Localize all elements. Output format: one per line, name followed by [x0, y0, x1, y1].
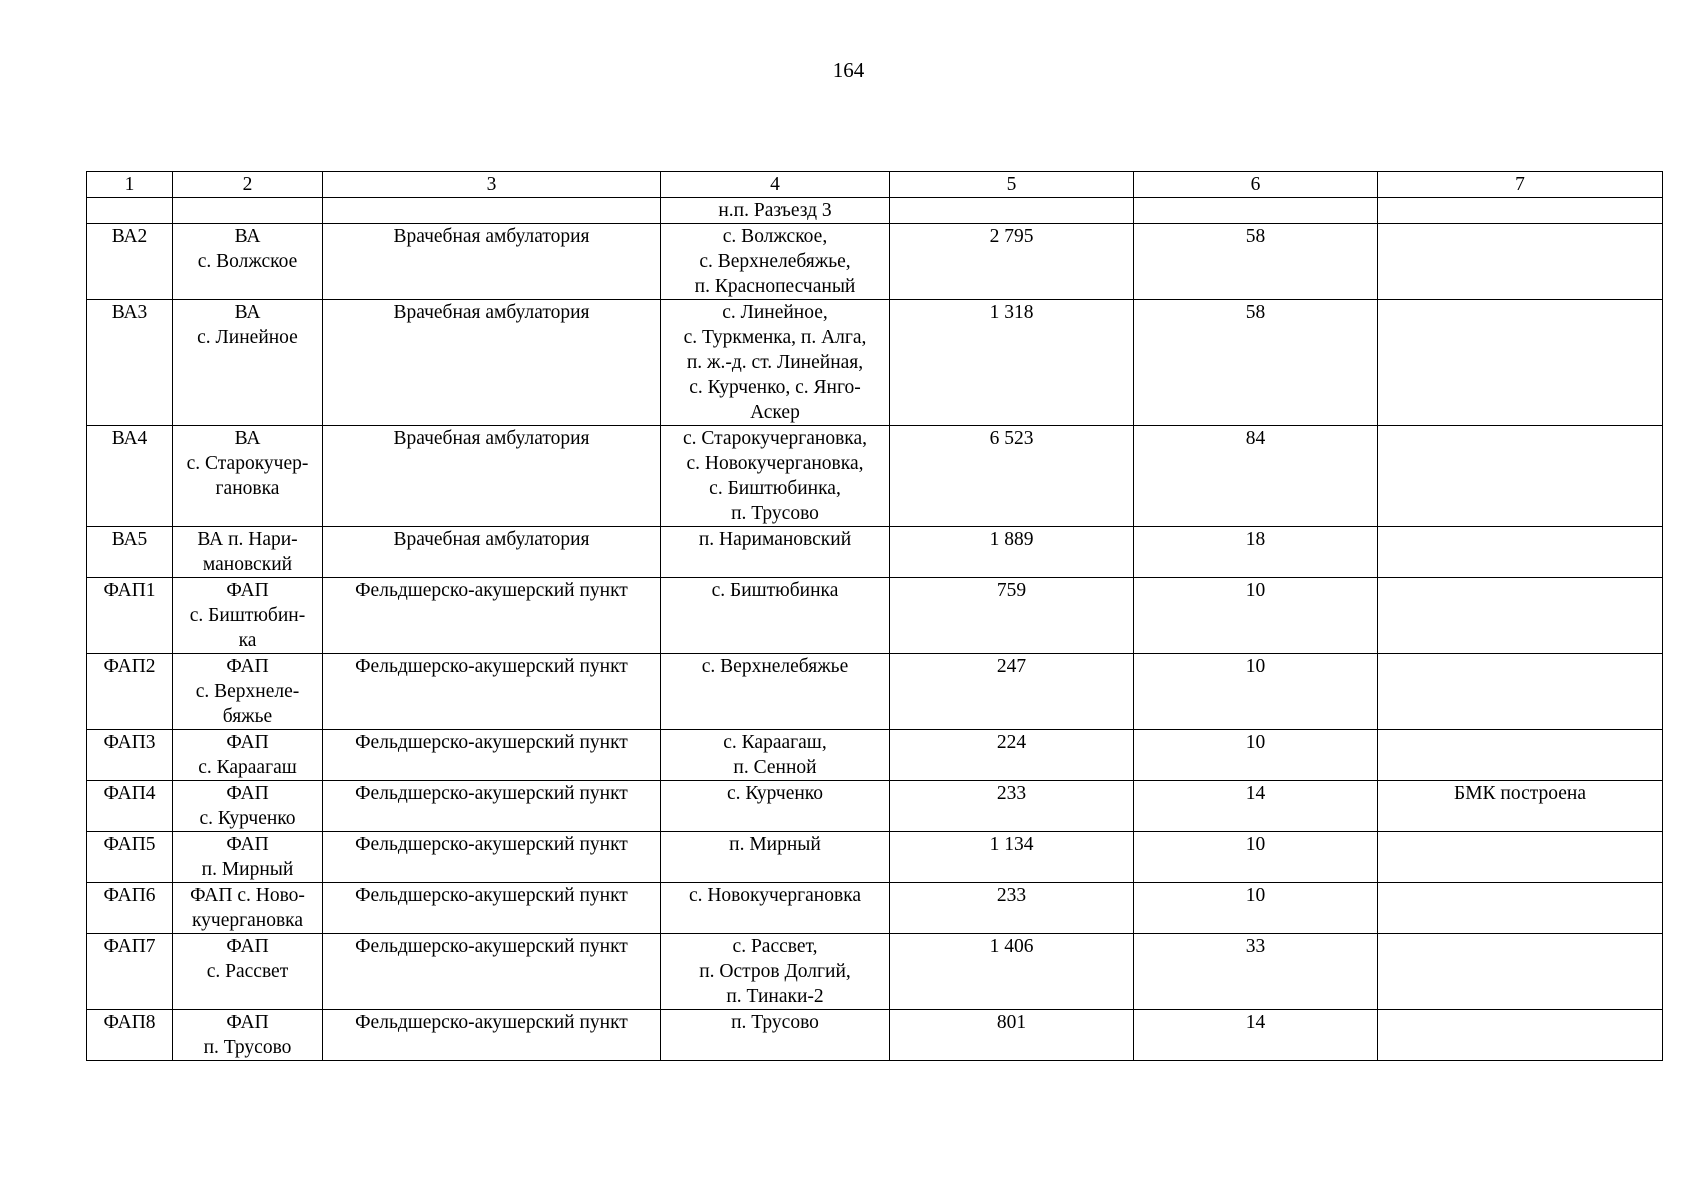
population-cell: 233 [890, 781, 1134, 832]
value-cell: 14 [1134, 1010, 1378, 1061]
facility-code-cell: ВА5 [87, 527, 173, 578]
value-cell: 58 [1134, 300, 1378, 426]
note-cell [1378, 527, 1663, 578]
value-cell [1134, 198, 1378, 224]
value-cell: 84 [1134, 426, 1378, 527]
population-cell: 1 318 [890, 300, 1134, 426]
value-cell: 33 [1134, 934, 1378, 1010]
facility-name-cell: ФАП п. Трусово [173, 1010, 323, 1061]
facility-name-cell: ФАП с. Верхнеле- бяжье [173, 654, 323, 730]
population-cell: 2 795 [890, 224, 1134, 300]
facility-type-cell: Врачебная амбулатория [323, 426, 661, 527]
facility-code-cell: ФАП2 [87, 654, 173, 730]
value-cell: 58 [1134, 224, 1378, 300]
served-settlements-cell: с. Верхнелебяжье [661, 654, 890, 730]
facility-name-cell: ФАП с. Биштюбин- ка [173, 578, 323, 654]
table-row [87, 730, 1663, 781]
table-row [87, 198, 1663, 224]
facility-type-cell: Фельдшерско-акушерский пункт [323, 654, 661, 730]
column-header: 1 [87, 172, 173, 198]
served-settlements-cell: с. Новокучергановка [661, 883, 890, 934]
served-settlements-cell: с. Линейное, с. Туркменка, п. Алга, п. ж.-д. ст. Линейная, с. Курченко, с. Янго- Аскер [661, 300, 890, 426]
population-cell [890, 198, 1134, 224]
value-cell: 10 [1134, 654, 1378, 730]
served-settlements-cell: п. Трусово [661, 1010, 890, 1061]
served-settlements-cell: п. Мирный [661, 832, 890, 883]
facility-name-cell: ФАП с. Курченко [173, 781, 323, 832]
value-cell: 14 [1134, 781, 1378, 832]
note-cell [1378, 224, 1663, 300]
note-cell [1378, 426, 1663, 527]
facility-code-cell: ФАП7 [87, 934, 173, 1010]
note-cell [1378, 654, 1663, 730]
facility-code-cell: ФАП4 [87, 781, 173, 832]
table-row [87, 224, 1663, 300]
facility-type-cell: Фельдшерско-акушерский пункт [323, 934, 661, 1010]
facility-name-cell: ФАП с. Ново- кучергановка [173, 883, 323, 934]
facility-type-cell: Фельдшерско-акушерский пункт [323, 1010, 661, 1061]
population-cell: 1 406 [890, 934, 1134, 1010]
population-cell: 1 134 [890, 832, 1134, 883]
facility-name-cell: ФАП с. Караагаш [173, 730, 323, 781]
facility-type-cell: Фельдшерско-акушерский пункт [323, 781, 661, 832]
facility-name-cell: ВА с. Линейное [173, 300, 323, 426]
note-cell [1378, 1010, 1663, 1061]
table-row [87, 300, 1663, 426]
facility-type-cell: Врачебная амбулатория [323, 300, 661, 426]
facility-type-cell [323, 198, 661, 224]
column-header: 4 [661, 172, 890, 198]
served-settlements-cell: с. Биштюбинка [661, 578, 890, 654]
population-cell: 224 [890, 730, 1134, 781]
table-row [87, 832, 1663, 883]
facility-type-cell: Фельдшерско-акушерский пункт [323, 832, 661, 883]
facility-code-cell: ФАП8 [87, 1010, 173, 1061]
served-settlements-cell: с. Волжское, с. Верхнелебяжье, п. Краснопесчаный [661, 224, 890, 300]
facility-code-cell: ФАП1 [87, 578, 173, 654]
facility-name-cell: ВА п. Нари- мановский [173, 527, 323, 578]
value-cell: 18 [1134, 527, 1378, 578]
facility-code-cell: ФАП3 [87, 730, 173, 781]
population-cell: 6 523 [890, 426, 1134, 527]
served-settlements-cell: с. Рассвет, п. Остров Долгий, п. Тинаки-2 [661, 934, 890, 1010]
table-row [87, 527, 1663, 578]
facility-name-cell: ФАП п. Мирный [173, 832, 323, 883]
facility-type-cell: Врачебная амбулатория [323, 527, 661, 578]
note-cell [1378, 300, 1663, 426]
served-settlements-cell: п. Наримановский [661, 527, 890, 578]
table-row [87, 1010, 1663, 1061]
facility-code-cell: ВА3 [87, 300, 173, 426]
note-cell [1378, 832, 1663, 883]
served-settlements-cell: с. Курченко [661, 781, 890, 832]
facility-code-cell: ФАП6 [87, 883, 173, 934]
facility-name-cell [173, 198, 323, 224]
column-header: 3 [323, 172, 661, 198]
facility-name-cell: ВА с. Старокучер- гановка [173, 426, 323, 527]
served-settlements-cell: с. Караагаш, п. Сенной [661, 730, 890, 781]
table-row [87, 781, 1663, 832]
value-cell: 10 [1134, 832, 1378, 883]
page-number: 164 [832, 58, 865, 82]
note-cell [1378, 730, 1663, 781]
population-cell: 233 [890, 883, 1134, 934]
facility-name-cell: ВА с. Волжское [173, 224, 323, 300]
facility-type-cell: Врачебная амбулатория [323, 224, 661, 300]
note-cell [1378, 198, 1663, 224]
column-header: 5 [890, 172, 1134, 198]
table-row [87, 654, 1663, 730]
value-cell: 10 [1134, 730, 1378, 781]
population-cell: 801 [890, 1010, 1134, 1061]
facility-type-cell: Фельдшерско-акушерский пункт [323, 883, 661, 934]
table-row [87, 578, 1663, 654]
facility-code-cell: ФАП5 [87, 832, 173, 883]
note-cell: БМК построена [1378, 781, 1663, 832]
table-row [87, 934, 1663, 1010]
column-header: 7 [1378, 172, 1663, 198]
column-header: 6 [1134, 172, 1378, 198]
note-cell [1378, 883, 1663, 934]
facility-type-cell: Фельдшерско-акушерский пункт [323, 730, 661, 781]
served-settlements-cell: с. Старокучергановка, с. Новокучергановка, с. Биштюбинка, п. Трусово [661, 426, 890, 527]
table-header-row [87, 172, 1663, 198]
population-cell: 247 [890, 654, 1134, 730]
note-cell [1378, 934, 1663, 1010]
table-row [87, 883, 1663, 934]
facility-code-cell: ВА4 [87, 426, 173, 527]
column-header: 2 [173, 172, 323, 198]
facility-code-cell: ВА2 [87, 224, 173, 300]
facility-name-cell: ФАП с. Рассвет [173, 934, 323, 1010]
facility-code-cell [87, 198, 173, 224]
table-row [87, 426, 1663, 527]
population-cell: 1 889 [890, 527, 1134, 578]
value-cell: 10 [1134, 578, 1378, 654]
served-settlements-cell: н.п. Разъезд 3 [661, 198, 890, 224]
facilities-table [86, 171, 1663, 1061]
note-cell [1378, 578, 1663, 654]
value-cell: 10 [1134, 883, 1378, 934]
population-cell: 759 [890, 578, 1134, 654]
facility-type-cell: Фельдшерско-акушерский пункт [323, 578, 661, 654]
